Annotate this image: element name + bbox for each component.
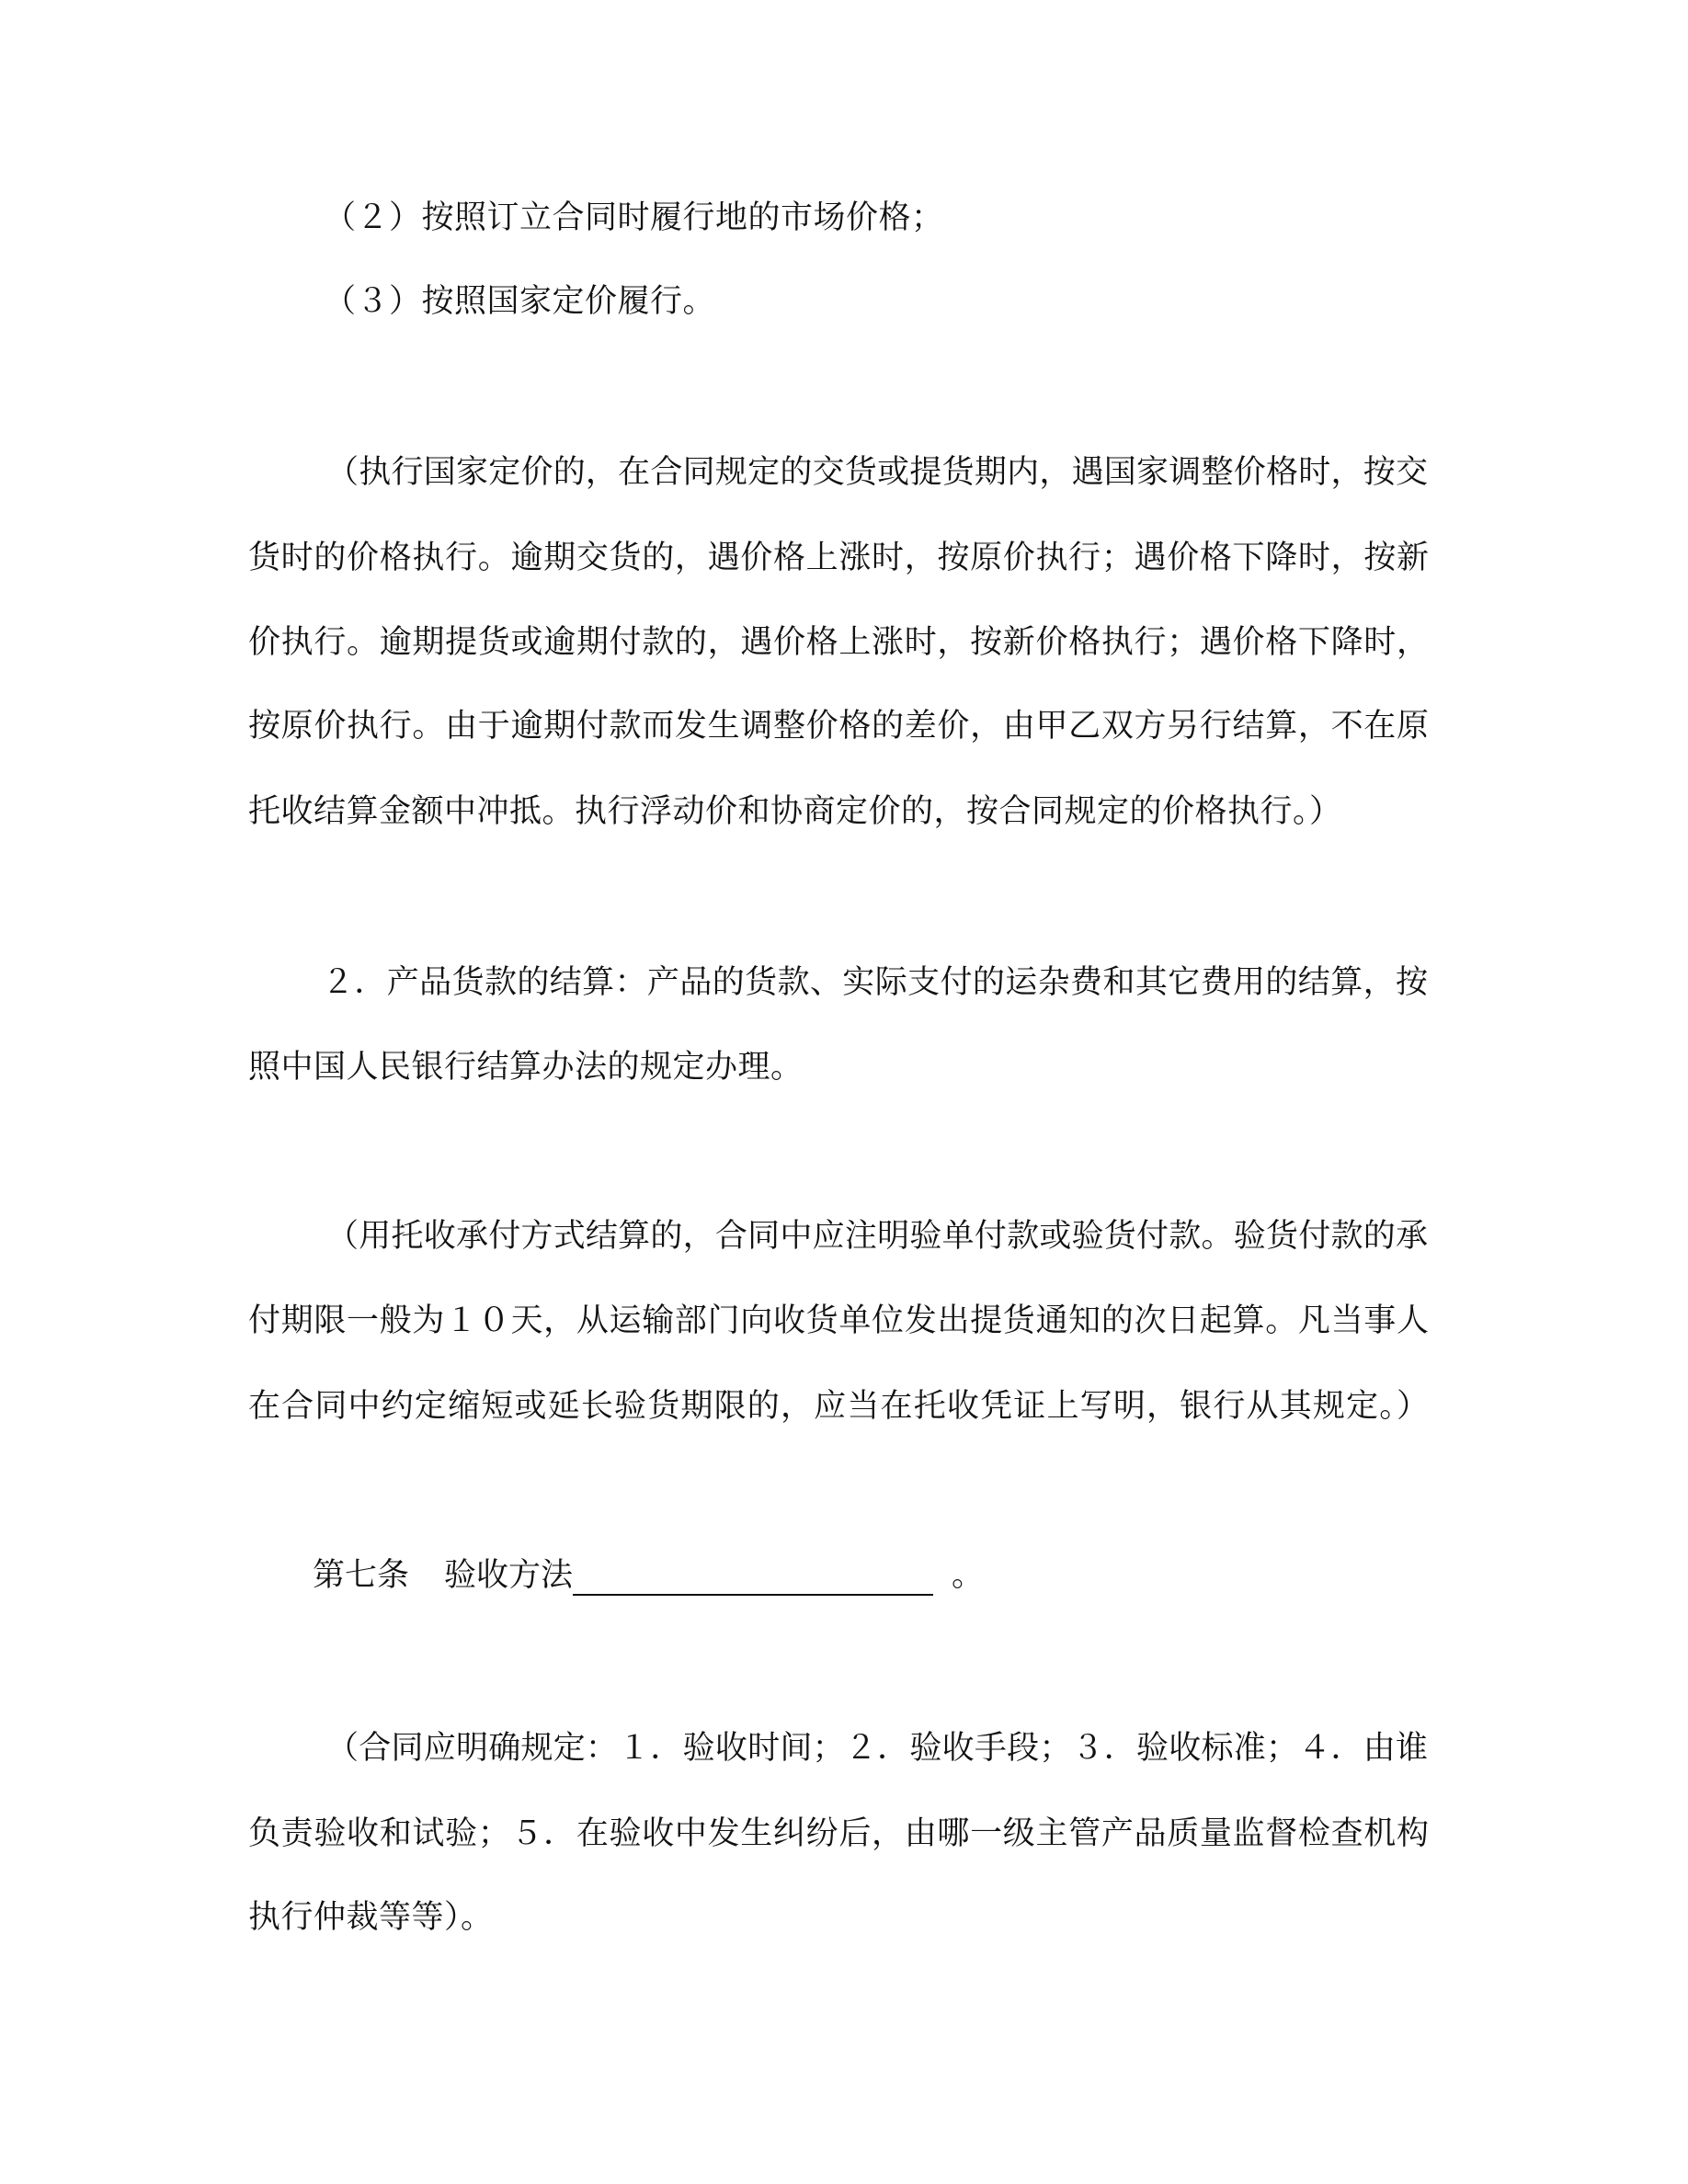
item-2: （２）按照订立合同时履行地的市场价格；	[324, 199, 944, 236]
price-note-line: 托收结算金额中冲抵。执行浮动价和协商定价的，按合同规定的价格执行。）	[248, 793, 1342, 830]
settlement-line: 照中国人民银行结算办法的规定办理。	[248, 1049, 804, 1086]
acceptance-note-line: 执行仲裁等等）。	[248, 1899, 494, 1936]
collection-note-line: （用托收承付方式结算的，合同中应注明验单付款或验货付款。验货付款的承	[326, 1218, 1428, 1255]
acceptance-note-line: （合同应明确规定：１．验收时间；２．验收手段；３．验收标准；４．由谁	[326, 1730, 1428, 1767]
collection-note-line: 付期限一般为１０天，从运输部门向收货单位发出提货通知的次日起算。凡当事人	[248, 1302, 1429, 1339]
article-7-heading	[313, 1555, 984, 1596]
acceptance-note-line: 负责验收和试验；５．在验收中发生纠纷后，由哪一级主管产品质量监督检查机构	[248, 1815, 1429, 1852]
article-number: 第七条	[313, 1557, 410, 1594]
collection-note-line: 在合同中约定缩短或延长验货期限的，应当在托收凭证上写明，银行从其规定。）	[248, 1388, 1429, 1425]
price-note-line: 价执行。逾期提货或逾期付款的，遇价格上涨时，按新价格执行；遇价格下降时，	[248, 624, 1429, 661]
item-3: （３）按照国家定价履行。	[324, 283, 716, 320]
price-note-line: 按原价执行。由于逾期付款而发生调整价格的差价，由甲乙双方另行结算，不在原	[248, 708, 1429, 745]
article-end: 。	[952, 1557, 985, 1594]
settlement-line: ２．产品货款的结算：产品的货款、实际支付的运杂费和其它费用的结算，按	[322, 964, 1428, 1001]
price-note-line: 货时的价格执行。逾期交货的，遇价格上涨时，按原价执行；遇价格下降时，按新	[248, 540, 1429, 576]
article-title: 验收方法	[444, 1557, 574, 1594]
price-note-line: （执行国家定价的，在合同规定的交货或提货期内，遇国家调整价格时，按交	[326, 454, 1428, 491]
acceptance-method-blank[interactable]	[573, 1561, 933, 1596]
